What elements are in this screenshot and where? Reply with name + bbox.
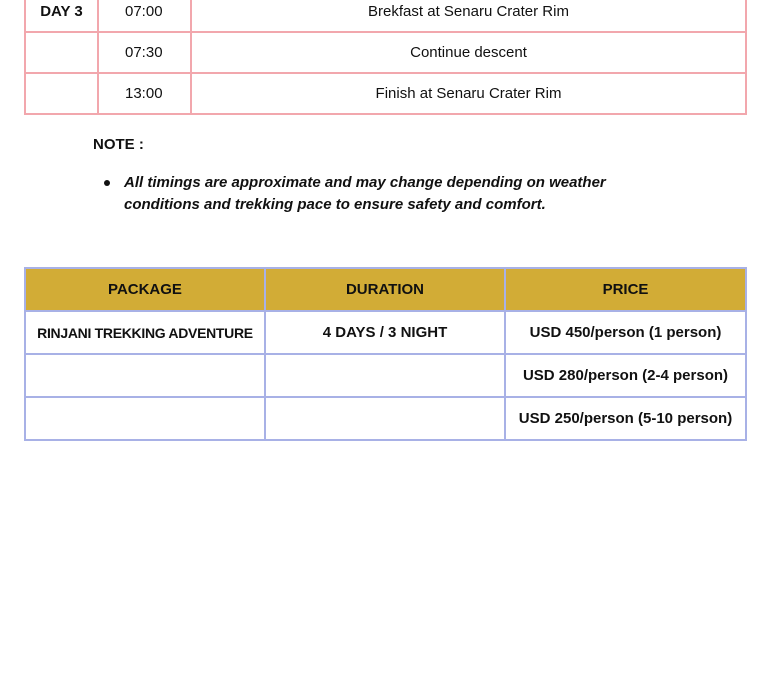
- price-cell: USD 450/person (1 person): [505, 311, 746, 354]
- note-list: [104, 172, 664, 216]
- duration-cell: [265, 397, 505, 440]
- list-item: [104, 172, 664, 216]
- table-header-row: [25, 268, 746, 311]
- table-row: [25, 0, 746, 32]
- pricing-table: [24, 267, 747, 441]
- table-row: [25, 73, 746, 114]
- header-package: PACKAGE: [25, 268, 265, 311]
- package-cell: [25, 397, 265, 440]
- activity-cell: Brekfast at Senaru Crater Rim: [191, 0, 746, 32]
- table-row: [25, 354, 746, 397]
- package-cell: RINJANI TREKKING ADVENTURE: [25, 311, 265, 354]
- day-cell: DAY 3: [25, 0, 98, 32]
- activity-cell: Finish at Senaru Crater Rim: [191, 73, 746, 114]
- time-cell: 13:00: [98, 73, 191, 114]
- time-cell: 07:00: [98, 0, 191, 32]
- note-label: NOTE :: [93, 136, 144, 153]
- itinerary-table: [24, 0, 747, 115]
- bullet-icon: [104, 180, 110, 186]
- header-price: PRICE: [505, 268, 746, 311]
- time-cell: 07:30: [98, 32, 191, 73]
- price-cell: USD 250/person (5-10 person): [505, 397, 746, 440]
- duration-cell: [265, 354, 505, 397]
- table-row: [25, 397, 746, 440]
- price-cell: USD 280/person (2-4 person): [505, 354, 746, 397]
- package-cell: [25, 354, 265, 397]
- header-duration: DURATION: [265, 268, 505, 311]
- table-row: [25, 32, 746, 73]
- duration-cell: 4 DAYS / 3 NIGHT: [265, 311, 505, 354]
- day-cell: [25, 73, 98, 114]
- activity-cell: Continue descent: [191, 32, 746, 73]
- table-row: [25, 311, 746, 354]
- note-text: All timings are approximate and may change depending on weather conditions and trekking pace to ensure safety and comfort.: [124, 174, 606, 213]
- day-cell: [25, 32, 98, 73]
